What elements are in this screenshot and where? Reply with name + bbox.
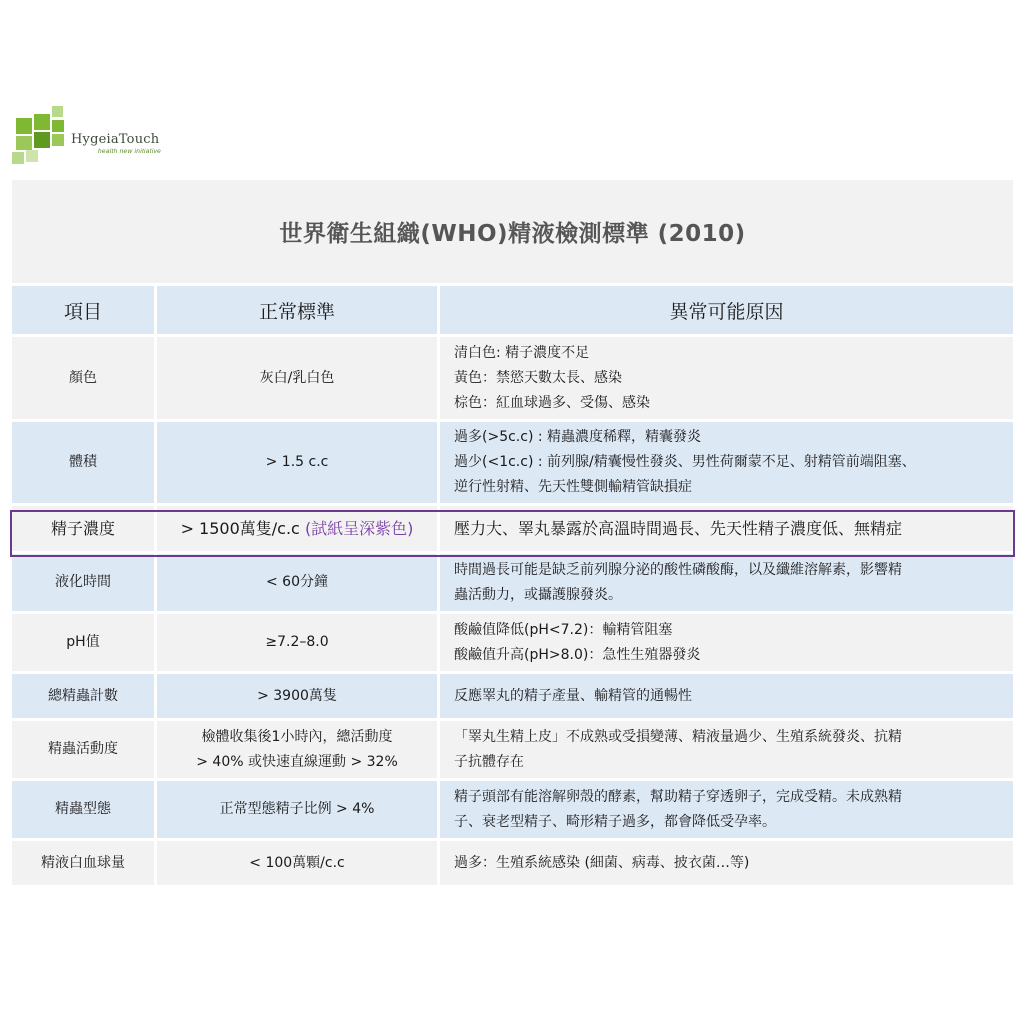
cause-line: 蟲活動力，或攝護腺發炎。: [454, 586, 622, 603]
cause-line: 逆行性射精、先天性雙側輸精管缺損症: [454, 479, 692, 495]
row-causes: [437, 778, 1013, 838]
table-row: [12, 838, 1013, 885]
row-normal: [154, 503, 437, 551]
row-item: 顏色: [12, 334, 154, 419]
cause-line: 過多：生殖系統感染 (細菌、病毒、披衣菌…等): [454, 854, 750, 871]
row-normal: 正常型態精子比例 > 4%: [154, 778, 437, 838]
cause-line: 壓力大、睪丸暴露於高溫時間過長、先天性精子濃度低、無精症: [454, 519, 903, 538]
row-item: 液化時間: [12, 551, 154, 611]
row-normal: [154, 718, 437, 778]
row-normal: < 100萬顆/c.c: [154, 838, 437, 885]
normal-line: 檢體收集後1小時內，總活動度: [201, 728, 393, 745]
cause-line: 時間過長可能是缺乏前列腺分泌的酸性磷酸酶，以及纖維溶解素，影響精: [454, 561, 902, 578]
cause-line: 「睪丸生精上皮」不成熟或受損變薄、精液量過少、生殖系統發炎、抗精: [454, 728, 902, 745]
row-item: 總精蟲計數: [12, 671, 154, 718]
row-causes: [437, 671, 1013, 718]
row-causes: [437, 419, 1013, 503]
table-row: [12, 551, 1013, 611]
logo-tagline: health new initiative: [98, 148, 162, 155]
cause-line: 過多(>5c.c) : 精蟲濃度稀釋，精囊發炎: [454, 429, 702, 445]
header-item: 項目: [12, 286, 154, 334]
table-row: [12, 419, 1013, 503]
page-title: 世界衛生組織(WHO)精液檢測標準 (2010): [279, 221, 746, 247]
row-normal: ≥7.2–8.0: [154, 611, 437, 671]
cause-line: 反應睪丸的精子產量、輸精管的通暢性: [454, 687, 692, 704]
row-normal: 灰白/乳白色: [154, 334, 437, 419]
normal-line: > 40% 或快速直線運動 > 32%: [196, 753, 398, 770]
cause-line: 清白色: 精子濃度不足: [454, 344, 590, 361]
table-row: [12, 671, 1013, 718]
table-header-row: [12, 286, 1013, 334]
header-normal: 正常標準: [154, 286, 437, 334]
cause-line: 棕色：紅血球過多、受傷、感染: [454, 394, 650, 411]
row-item: 精子濃度: [12, 503, 154, 551]
row-normal: > 1.5 c.c: [154, 419, 437, 503]
row-normal-value: > 1500萬隻/c.c: [180, 519, 305, 538]
logo-name: HygeiaTouch: [71, 132, 160, 147]
table-row: [12, 611, 1013, 671]
cause-line: 子抗體存在: [454, 753, 524, 770]
row-normal-note: (試紙呈深紫色): [304, 519, 414, 538]
cause-line: 子、衰老型精子、畸形精子過多，都會降低受孕率。: [454, 813, 776, 830]
row-causes: [437, 503, 1013, 551]
row-causes: [437, 611, 1013, 671]
row-causes: [437, 551, 1013, 611]
table-row: [12, 334, 1013, 419]
table-row-highlighted: [12, 503, 1013, 551]
row-item: 精蟲活動度: [12, 718, 154, 778]
row-item: 體積: [12, 419, 154, 503]
row-causes: [437, 838, 1013, 885]
who-semen-standards-table: [12, 286, 1013, 885]
title-banner: [12, 180, 1013, 283]
row-normal: > 3900萬隻: [154, 671, 437, 718]
table-row: [12, 778, 1013, 838]
row-normal: < 60分鐘: [154, 551, 437, 611]
cause-line: 過少(<1c.c) : 前列腺/精囊慢性發炎、男性荷爾蒙不足、射精管前端阻塞、: [454, 454, 916, 470]
row-causes: [437, 334, 1013, 419]
cause-line: 精子頭部有能溶解卵殼的酵素，幫助精子穿透卵子，完成受精。未成熟精: [454, 788, 902, 805]
table-row: [12, 718, 1013, 778]
cause-line: 酸鹼值降低(pH<7.2)：輸精管阻塞: [454, 621, 673, 638]
header-causes: 異常可能原因: [437, 286, 1013, 334]
logo-squares-icon: [10, 104, 70, 170]
row-causes: [437, 718, 1013, 778]
cause-line: 黃色：禁慾天數太長、感染: [454, 369, 622, 386]
row-item: 精液白血球量: [12, 838, 154, 885]
row-item: pH值: [12, 611, 154, 671]
cause-line: 酸鹼值升高(pH>8.0)：急性生殖器發炎: [454, 646, 701, 663]
row-item: 精蟲型態: [12, 778, 154, 838]
